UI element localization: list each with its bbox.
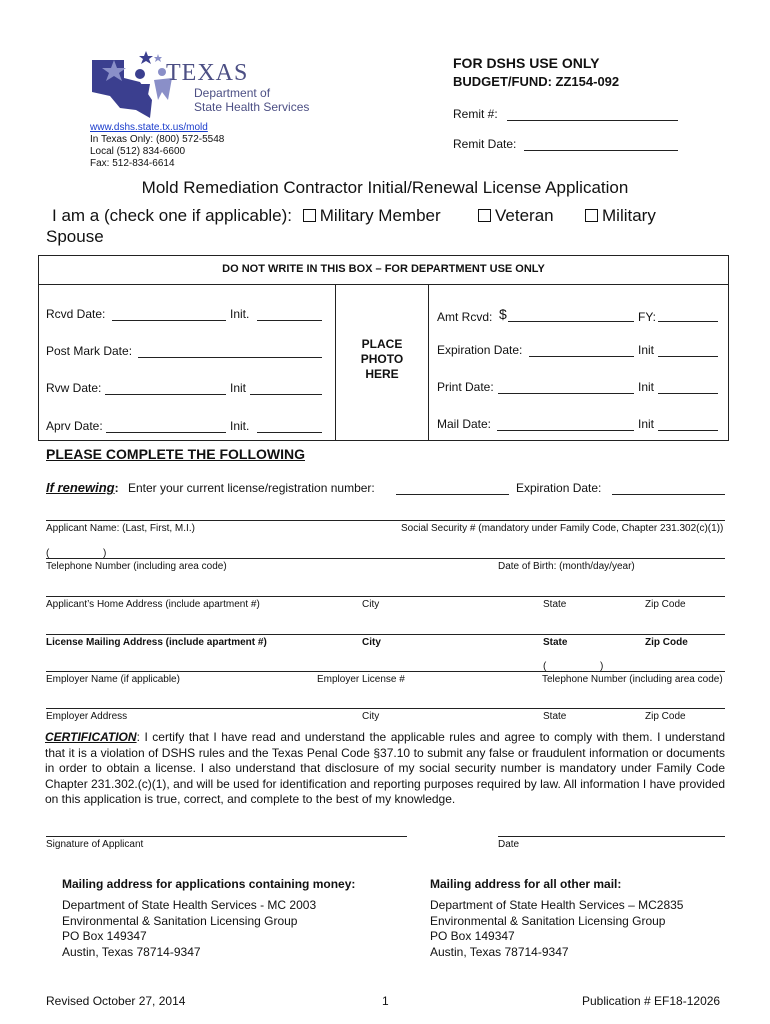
amt-rcvd-label: Amt Rcvd: [437, 310, 493, 324]
signature-label: Signature of Applicant [46, 839, 144, 850]
employer-license-label: Employer License # [317, 674, 405, 685]
other-address-line: Austin, Texas 78714-9347 [430, 944, 569, 959]
money-address-line: Environmental & Sanitation Licensing Group [62, 913, 298, 928]
dob-label: Date of Birth: (month/day/year) [498, 561, 635, 572]
home-state-label: State [543, 599, 567, 610]
dshs-logo [90, 48, 325, 120]
rcvd-date-label: Rcvd Date: [46, 307, 106, 321]
signature-line[interactable] [46, 836, 407, 837]
dollar-sign: $ [499, 306, 507, 322]
other-address-line: Department of State Health Services – MC2835 [430, 898, 684, 912]
publication-number: Publication # EF18-12026 [582, 994, 721, 1008]
revised-date: Revised October 27, 2014 [46, 994, 186, 1008]
employer-phone-paren-close: ) [600, 661, 604, 672]
ssn-label: Social Security # (mandatory under Family Code, Chapter 231.302(c)(1)) [401, 523, 724, 534]
certification-text: I certify that I have read and understand the applicable rules and agree to comply with them. I understand that it is a violation of DSHS rules and the Texas Penal Code §37.10 to submit any false or fraudulent information or documents in order to obtain a license. I also understand that disclosure of my social security number is mandatory under Family Code Chapter 231.302.(c)(1), and will be used for identification and reporting purposes required by law. All information I have provided on this application is true, correct, and complete to the best of my knowledge. [45, 730, 725, 806]
status-prefix: I am a (check one if applicable): [52, 206, 293, 225]
photo-line-1: PLACE [361, 337, 403, 351]
aprv-init-line[interactable] [257, 432, 322, 433]
employer-name-label: Employer Name (if applicable) [46, 674, 180, 685]
rvw-init-label: Init [230, 381, 247, 395]
certification-label: CERTIFICATION [45, 730, 137, 744]
rvw-init-line[interactable] [250, 394, 322, 395]
money-address-line: Department of State Health Services - MC 2003 [62, 898, 317, 912]
photo-placeholder[interactable] [335, 337, 429, 382]
expiration-date-line[interactable] [529, 356, 634, 357]
fy-label: FY: [638, 310, 657, 324]
rcvd-init-line[interactable] [257, 320, 322, 321]
military-member-label: Military Member [319, 206, 441, 225]
employer-telephone-label: Telephone Number (including area code) [542, 674, 723, 685]
money-address-line: PO Box 149347 [62, 929, 147, 943]
veteran-option [478, 206, 554, 226]
mailing-city-label: City [362, 637, 381, 648]
print-init-label: Init [638, 380, 655, 394]
signature-date-line[interactable] [498, 836, 725, 837]
logo-state-text: TEXAS [166, 60, 249, 86]
home-zip-label: Zip Code [645, 599, 686, 610]
remit-date-label: Remit Date: [453, 137, 517, 151]
mailing-address-line[interactable] [46, 634, 725, 635]
phone-paren-close: ) [103, 548, 107, 559]
veteran-checkbox[interactable] [478, 209, 491, 222]
print-date-label: Print Date: [437, 380, 494, 394]
other-address-line: Environmental & Sanitation Licensing Group [430, 913, 666, 928]
employer-zip-label: Zip Code [645, 711, 686, 722]
aprv-date-line[interactable] [106, 432, 226, 433]
money-mailing-heading: Mailing address for applications containing money: [62, 877, 356, 891]
renewing-line [46, 480, 375, 495]
aprv-init-label: Init. [230, 419, 250, 433]
photo-line-3: HERE [365, 367, 399, 381]
mail-init-line[interactable] [658, 430, 718, 431]
expiration-init-label: Init [638, 343, 655, 357]
employer-phone-paren-open: ( [543, 661, 547, 672]
rcvd-init-label: Init. [230, 307, 250, 321]
phone-texas-only: In Texas Only: (800) 572-5548 [90, 134, 225, 145]
logo-dept-line2: State Health Services [194, 100, 310, 114]
rvw-date-line[interactable] [105, 394, 226, 395]
employer-address-line[interactable] [46, 708, 725, 709]
amt-rcvd-line[interactable] [508, 321, 634, 322]
money-mailing-address [62, 898, 316, 960]
other-address-line: PO Box 149347 [430, 929, 515, 943]
employer-address-label: Employer Address [46, 711, 128, 722]
fax-number: Fax: 512-834-6614 [90, 158, 175, 169]
aprv-date-label: Aprv Date: [46, 419, 103, 433]
post-mark-date-line[interactable] [138, 357, 322, 358]
renew-expiration-label: Expiration Date: [516, 481, 602, 495]
department-box-header: DO NOT WRITE IN THIS BOX – FOR DEPARTMENT USE ONLY [222, 263, 545, 275]
mail-init-label: Init [638, 417, 655, 431]
applicant-name-label: Applicant Name: (Last, First, M.I.) [46, 523, 195, 534]
phone-paren-open: ( [46, 548, 50, 559]
mailing-address-label: License Mailing Address (include apartment #) [46, 637, 267, 648]
rcvd-date-line[interactable] [112, 320, 226, 321]
home-address-line[interactable] [46, 596, 725, 597]
home-address-label: Applicant’s Home Address (include apartment #) [46, 599, 260, 610]
other-mailing-address [430, 898, 683, 960]
remit-date-line[interactable] [524, 150, 678, 151]
section-heading: PLEASE COMPLETE THE FOLLOWING [46, 446, 305, 462]
military-spouse-option [585, 206, 656, 226]
mailing-zip-label: Zip Code [645, 637, 688, 648]
post-mark-date-label: Post Mark Date: [46, 344, 133, 358]
employer-city-label: City [362, 711, 380, 722]
signature-date-label: Date [498, 839, 520, 850]
fy-line[interactable] [658, 321, 718, 322]
other-mailing-heading: Mailing address for all other mail: [430, 877, 622, 891]
if-renewing-colon: : [114, 481, 119, 495]
applicant-name-line[interactable] [46, 520, 725, 521]
rvw-date-label: Rvw Date: [46, 381, 102, 395]
mailing-state-label: State [543, 637, 568, 648]
department-box-divider [39, 284, 728, 285]
certification-colon: : [136, 730, 140, 744]
form-title: Mold Remediation Contractor Initial/Renewal License Application [141, 178, 629, 197]
print-init-line[interactable] [658, 393, 718, 394]
certification-paragraph [45, 730, 725, 808]
military-spouse-label-a: Military [602, 206, 656, 225]
budget-fund: BUDGET/FUND: ZZ154-092 [453, 74, 620, 89]
website-link[interactable]: www.dshs.state.tx.us/mold [90, 122, 208, 133]
military-member-checkbox[interactable] [303, 209, 316, 222]
employer-state-label: State [543, 711, 567, 722]
print-date-line[interactable] [498, 393, 634, 394]
page-number: 1 [382, 994, 389, 1008]
renew-prompt: Enter your current license/registration number: [127, 481, 375, 495]
renew-expiration-line[interactable] [612, 494, 725, 495]
veteran-label: Veteran [495, 206, 554, 225]
military-spouse-checkbox[interactable] [585, 209, 598, 222]
telephone-dob-line[interactable] [46, 558, 725, 559]
expiration-init-line[interactable] [658, 356, 718, 357]
money-address-line: Austin, Texas 78714-9347 [62, 944, 201, 959]
if-renewing-label: If renewing [46, 480, 115, 495]
mail-date-line[interactable] [497, 430, 634, 431]
mail-date-label: Mail Date: [437, 417, 492, 431]
remit-number-line[interactable] [507, 120, 678, 121]
dshs-use-only-title: FOR DSHS USE ONLY [453, 55, 600, 71]
status-check-line [52, 206, 441, 226]
military-spouse-label-b: Spouse [46, 227, 104, 246]
telephone-label: Telephone Number (including area code) [46, 561, 227, 572]
phone-local: Local (512) 834-6600 [90, 146, 186, 157]
logo-dept-line1: Department of [194, 86, 271, 100]
license-number-line[interactable] [396, 494, 509, 495]
expiration-date-label: Expiration Date: [437, 343, 523, 357]
photo-line-2: PHOTO [360, 352, 404, 366]
employer-line[interactable] [46, 671, 725, 672]
remit-number-label: Remit #: [453, 107, 498, 121]
home-city-label: City [362, 599, 380, 610]
